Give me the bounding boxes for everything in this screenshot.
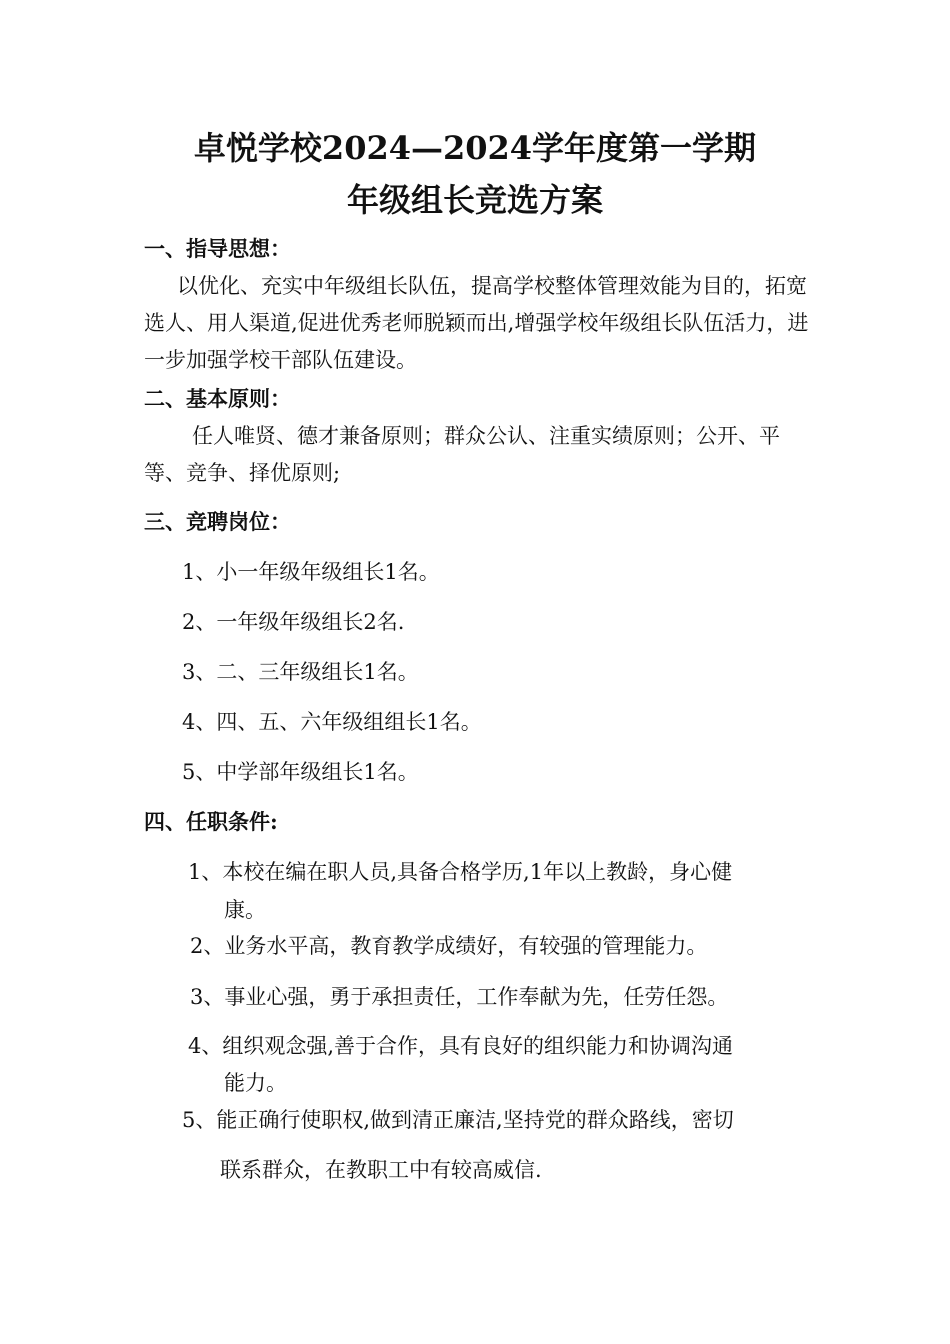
qualification-item-continuation: 联系群众，在教职工中有较高威信.: [220, 1158, 542, 1182]
position-item: 5、中学部年级组长1名。: [182, 760, 419, 784]
qualification-item: 4、组织观念强,善于合作，具有良好的组织能力和协调沟通: [188, 1034, 734, 1058]
position-item: 1、小一年级年级组长1名。: [182, 560, 440, 584]
section-heading-qualifications: 四、任职条件:: [144, 809, 278, 834]
section-heading-positions: 三、竞聘岗位：: [144, 509, 291, 534]
qualification-item: 1、本校在编在职人员,具备合格学历,1年以上教龄，身心健: [188, 860, 733, 884]
section-heading-basic-principles: 二、基本原则：: [144, 386, 291, 411]
section-heading-guiding-thought: 一、指导思想：: [144, 236, 291, 261]
document-title-line1: 卓悦学校2024—2024学年度第一学期: [193, 129, 757, 167]
qualification-item: 3、事业心强，勇于承担责任，工作奉献为先，任劳任怨。: [190, 985, 729, 1009]
position-item: 3、二、三年级组长1名。: [182, 660, 419, 684]
position-item: 2、一年级年级组长2名.: [182, 610, 405, 634]
qualification-item: 5、能正确行使职权,做到清正廉洁,坚持党的群众路线，密切: [182, 1108, 734, 1132]
position-item: 4、四、五、六年级组组长1名。: [182, 710, 482, 734]
document-title-line2: 年级组长竞选方案: [346, 181, 603, 219]
qualification-item: 2、业务水平高，教育教学成绩好，有较强的管理能力。: [190, 934, 708, 958]
qualification-item-continuation: 能力。: [224, 1071, 287, 1095]
section-paragraph-guiding-thought: 以优化、充实中年级组长队伍，提高学校整体管理效能为目的，拓宽选人、用人渠道,促进优秀老师脱颖而出,增强学校年级组长队伍活力，进一步加强学校干部队伍建设。: [144, 274, 809, 372]
section-paragraph-basic-principles: 任人唯贤、德才兼备原则；群众公认、注重实绩原则；公开、平等、竞争、择优原则;: [144, 424, 780, 485]
qualification-item-continuation: 康。: [224, 898, 266, 922]
